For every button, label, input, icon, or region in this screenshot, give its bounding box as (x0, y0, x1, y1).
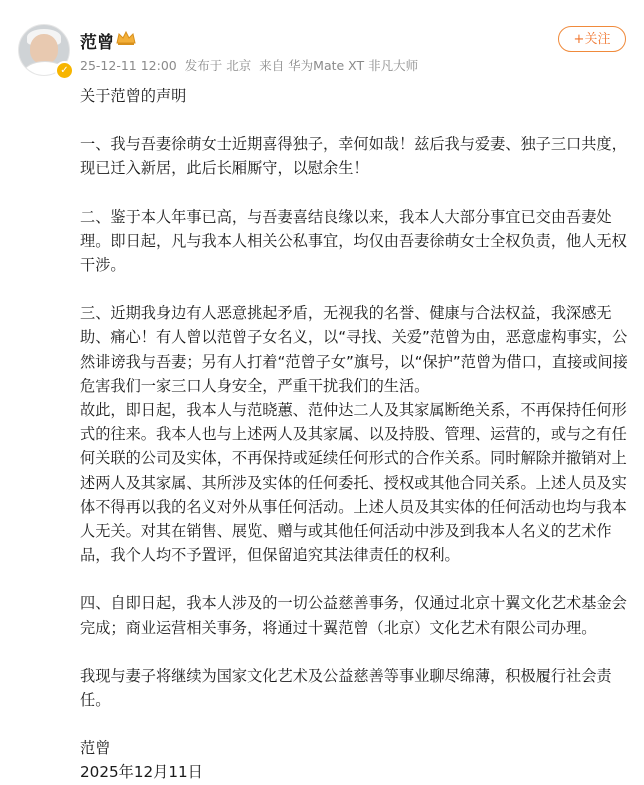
closing-paragraph: 我现与妻子将继续为国家文化艺术及公益慈善等事业聊尽绵薄，积极履行社会责任。 (80, 666, 612, 710)
post-device: 来自 华为Mate XT 非凡大师 (259, 58, 419, 73)
post-time[interactable]: 25-12-11 12:00 (80, 58, 177, 73)
paragraph-4: 四、自即日起，我本人涉及的一切公益慈善事务，仅通过北京十翼文化艺术基金会完成；商业运营相关事务，将通过十翼范曾（北京）文化艺术有限公司办理。 (80, 594, 627, 637)
paragraph-3: 三、近期我身边有人恶意挑起矛盾，无视我的名誉、健康与合法权益，我深感无助、痛心！有人曾以范曾子女名义，以“寻找、关爱”范曾为由，恶意虚构事实，公然诽谤我与吾妻；另有人打着“范曾子女”旗号，以“保护”范曾为借口，直接或间接危害我们一家三口人身安全，严重干扰我们的生活。 (80, 304, 628, 395)
post-content (80, 84, 628, 785)
post-location: 发布于 北京 (184, 58, 252, 73)
signature-name: 范曾 (80, 739, 111, 758)
paragraph-2: 二、鉴于本人年事已高，与吾妻喜结良缘以来，我本人大部分事宜已交由吾妻处理。即日起，凡与我本人相关公私事宜，均仅由吾妻徐萌女士全权负责，他人无权干涉。 (80, 207, 627, 275)
paragraph-3-continued: 故此，即日起，我本人与范晓蕙、范仲达二人及其家属断绝关系，不再保持任何形式的往来。我本人也与上述两人及其家属、以及持股、管理、运营的，或与之有任何关联的公司及实体，不再保持或延续任何形式的合作关系。同时解除并撤销对上述两人及其家属、其所涉及实体的任何委托、授权或其他合同关系。上述人员及实体不得再以我的名义对外从事任何活动。上述人员及其实体的任何活动也均与我本人无关。对其在销售、展览、赠与或其他任何活动中涉及到我本人名义的艺术作品，我个人均不予置评，但保留追究其法律责任的权利。 (80, 401, 627, 565)
avatar-face (30, 34, 58, 64)
author-name[interactable]: 范曾 (80, 33, 114, 53)
paragraph-1: 一、我与吾妻徐萌女士近期喜得独子，幸何如哉！兹后我与爱妻、独子三口共度，现已迁入新居，此后长厢厮守，以慰余生！ (80, 135, 627, 178)
post-meta (80, 56, 422, 74)
follow-button[interactable]: +关注 (558, 26, 626, 52)
crown-icon (115, 30, 137, 46)
statement-title: 关于范曾的声明 (80, 87, 187, 105)
post-header (18, 20, 626, 84)
verified-badge-icon: ✓ (55, 61, 74, 80)
signature-date: 2025年12月11日 (80, 763, 203, 782)
